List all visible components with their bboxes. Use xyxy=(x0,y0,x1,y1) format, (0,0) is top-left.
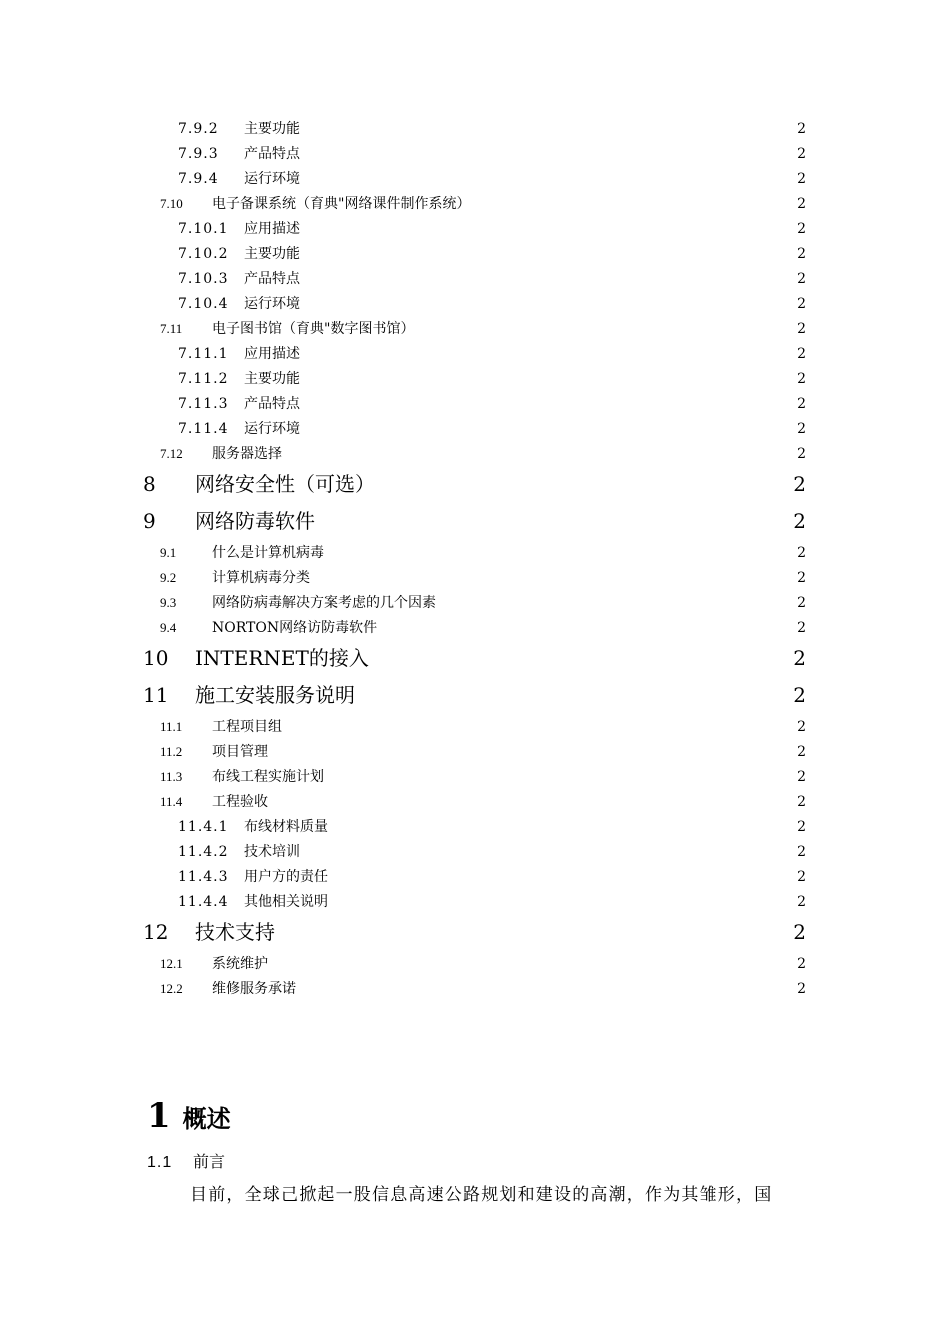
toc-entry-page: 2 xyxy=(797,446,806,462)
toc-entry-page: 2 xyxy=(797,371,806,387)
toc-entry[interactable] xyxy=(178,418,806,438)
toc-entry-number: 7.12 xyxy=(160,446,183,461)
toc-entry-title: 主要功能 xyxy=(244,371,300,387)
toc-entry-page: 2 xyxy=(797,396,806,412)
toc-entry-number: 12.2 xyxy=(160,981,183,996)
toc-entry-number: 11.3 xyxy=(160,769,183,784)
toc-entry[interactable] xyxy=(143,916,806,944)
toc-entry[interactable] xyxy=(160,567,806,587)
toc-entry-page: 2 xyxy=(797,321,806,337)
toc-entry[interactable] xyxy=(160,592,806,612)
toc-entry-page: 2 xyxy=(797,346,806,362)
toc-entry-number: 9 xyxy=(143,509,156,533)
toc-entry-title: 电子图书馆（育典"数字图书馆） xyxy=(212,321,415,337)
toc-entry-title: 工程项目组 xyxy=(212,719,282,735)
toc-entry-title: 布线材料质量 xyxy=(244,819,328,835)
toc-entry-page: 2 xyxy=(793,472,806,496)
toc-entry[interactable] xyxy=(178,168,806,188)
body-paragraph: 目前，全球己掀起一股信息高速公路规划和建设的高潮，作为其雏形，国 xyxy=(190,1185,773,1205)
toc-entry[interactable] xyxy=(178,218,806,238)
toc-entry-number: 7.9.4 xyxy=(178,171,219,187)
toc-entry-title: 主要功能 xyxy=(244,246,300,262)
toc-entry-number: 7.10.3 xyxy=(178,271,229,287)
toc-entry-number: 7.11.3 xyxy=(178,396,229,412)
toc-entry-title: 用户方的责任 xyxy=(244,869,328,885)
toc-entry-title: 应用描述 xyxy=(244,346,300,362)
toc-entry[interactable] xyxy=(143,679,806,707)
toc-entry-number: 7.11.1 xyxy=(178,346,229,362)
toc-entry-number: 7.11.4 xyxy=(178,421,229,437)
toc-entry-number: 7.10.1 xyxy=(178,221,229,237)
toc-entry[interactable] xyxy=(160,443,806,463)
toc-entry-page: 2 xyxy=(793,646,806,670)
toc-entry-number: 7.11 xyxy=(160,321,183,336)
toc-entry-number: 11.1 xyxy=(160,719,183,734)
toc-entry[interactable] xyxy=(160,318,806,338)
toc-entry-title: 产品特点 xyxy=(244,396,300,412)
toc-entry-number: 8 xyxy=(143,472,156,496)
toc-entry-page: 2 xyxy=(797,769,806,785)
toc-entry-page: 2 xyxy=(793,509,806,533)
toc-entry-page: 2 xyxy=(797,121,806,137)
toc-entry-title: 工程验收 xyxy=(212,794,268,810)
toc-entry[interactable] xyxy=(143,505,806,533)
toc-entry-number: 7.10 xyxy=(160,196,183,211)
toc-entry-page: 2 xyxy=(797,869,806,885)
toc-entry-page: 2 xyxy=(797,794,806,810)
toc-entry-title: 布线工程实施计划 xyxy=(212,769,324,785)
toc-entry-title: 产品特点 xyxy=(244,271,300,287)
toc-entry-page: 2 xyxy=(797,595,806,611)
toc-entry-title: 主要功能 xyxy=(244,121,300,137)
toc-entry-number: 10 xyxy=(143,646,169,670)
toc-entry-title: 运行环境 xyxy=(244,296,300,312)
toc-entry-number: 11.4.3 xyxy=(178,869,229,885)
toc-entry-page: 2 xyxy=(797,171,806,187)
toc-entry-number: 9.3 xyxy=(160,595,177,610)
section-number: 1.1 xyxy=(147,1154,173,1171)
toc-entry-page: 2 xyxy=(797,545,806,561)
toc-entry-page: 2 xyxy=(797,421,806,437)
toc-entry[interactable] xyxy=(178,143,806,163)
toc-entry[interactable] xyxy=(178,816,806,836)
toc-entry-title: 项目管理 xyxy=(212,744,268,760)
toc-entry-title: NORTON网络访防毒软件 xyxy=(212,620,378,636)
toc-entry[interactable] xyxy=(160,542,806,562)
toc-entry-number: 11 xyxy=(143,683,169,707)
toc-entry[interactable] xyxy=(178,243,806,263)
toc-entry[interactable] xyxy=(160,716,806,736)
toc-entry-number: 11.4.2 xyxy=(178,844,229,860)
toc-entry-title: 系统维护 xyxy=(212,956,268,972)
toc-entry-page: 2 xyxy=(797,246,806,262)
chapter-heading xyxy=(147,1096,231,1136)
toc-entry-title: 网络安全性（可选） xyxy=(195,472,375,496)
toc-entry[interactable] xyxy=(160,617,806,637)
toc-entry[interactable] xyxy=(178,393,806,413)
section-heading xyxy=(147,1149,225,1172)
section-title: 前言 xyxy=(193,1152,226,1171)
toc-entry-title: 网络防病毒解决方案考虑的几个因素 xyxy=(212,595,436,611)
toc-entry-number: 11.4 xyxy=(160,794,183,809)
toc-entry-number: 11.2 xyxy=(160,744,183,759)
toc-entry-page: 2 xyxy=(797,196,806,212)
toc-entry-title: 运行环境 xyxy=(244,421,300,437)
toc-entry-page: 2 xyxy=(797,146,806,162)
toc-entry-title: 应用描述 xyxy=(244,221,300,237)
toc-entry-number: 11.4.1 xyxy=(178,819,229,835)
chapter-title: 概述 xyxy=(182,1105,231,1133)
toc-entry-page: 2 xyxy=(797,981,806,997)
toc-entry-title: 技术培训 xyxy=(244,844,300,860)
toc-entry-number: 9.2 xyxy=(160,570,177,585)
toc-entry[interactable] xyxy=(143,468,806,496)
toc-entry-title: 计算机病毒分类 xyxy=(212,570,310,586)
toc-entry[interactable] xyxy=(178,368,806,388)
toc-entry-number: 7.11.2 xyxy=(178,371,229,387)
toc-entry-number: 11.4.4 xyxy=(178,894,229,910)
toc-entry[interactable] xyxy=(178,293,806,313)
toc-entry[interactable] xyxy=(178,343,806,363)
toc-entry[interactable] xyxy=(178,841,806,861)
toc-entry-page: 2 xyxy=(797,819,806,835)
toc-entry[interactable] xyxy=(160,741,806,761)
toc-entry-title: 什么是计算机病毒 xyxy=(212,545,324,561)
toc-entry[interactable] xyxy=(143,642,806,670)
toc-entry[interactable] xyxy=(178,268,806,288)
toc-entry-number: 12 xyxy=(143,920,169,944)
toc-entry-title: 服务器选择 xyxy=(212,446,282,462)
toc-entry[interactable] xyxy=(160,193,806,213)
toc-entry[interactable] xyxy=(160,978,806,998)
toc-entry[interactable] xyxy=(178,118,806,138)
toc-entry-page: 2 xyxy=(793,920,806,944)
toc-entry-title: 电子备课系统（育典"网络课件制作系统） xyxy=(212,196,471,212)
toc-entry[interactable] xyxy=(160,791,806,811)
chapter-number: 1 xyxy=(147,1096,171,1136)
toc-entry-page: 2 xyxy=(797,894,806,910)
toc-entry[interactable] xyxy=(178,866,806,886)
toc-entry-title: 其他相关说明 xyxy=(244,894,328,910)
toc-entry[interactable] xyxy=(160,953,806,973)
toc-entry-page: 2 xyxy=(797,844,806,860)
toc-entry[interactable] xyxy=(178,891,806,911)
toc-entry-number: 12.1 xyxy=(160,956,183,971)
toc-entry-page: 2 xyxy=(797,719,806,735)
toc-entry-page: 2 xyxy=(797,744,806,760)
toc-entry-number: 7.9.2 xyxy=(178,121,219,137)
toc-entry-title: 技术支持 xyxy=(195,920,275,944)
toc-entry-number: 9.4 xyxy=(160,620,177,635)
toc-entry-title: 网络防毒软件 xyxy=(195,509,315,533)
toc-entry-page: 2 xyxy=(797,620,806,636)
toc-entry-number: 7.10.2 xyxy=(178,246,229,262)
toc-entry-title: 维修服务承诺 xyxy=(212,981,296,997)
toc-entry-page: 2 xyxy=(793,683,806,707)
toc-entry-title: 施工安装服务说明 xyxy=(195,683,355,707)
toc-entry-number: 7.10.4 xyxy=(178,296,229,312)
toc-entry-title: 产品特点 xyxy=(244,146,300,162)
toc-entry-page: 2 xyxy=(797,296,806,312)
toc-entry-page: 2 xyxy=(797,956,806,972)
toc-entry-page: 2 xyxy=(797,271,806,287)
toc-entry-page: 2 xyxy=(797,221,806,237)
toc-entry-number: 9.1 xyxy=(160,545,177,560)
toc-entry-number: 7.9.3 xyxy=(178,146,219,162)
toc-entry-page: 2 xyxy=(797,570,806,586)
toc-entry-title: 运行环境 xyxy=(244,171,300,187)
toc-entry-title: INTERNET的接入 xyxy=(195,646,369,670)
toc-entry[interactable] xyxy=(160,766,806,786)
